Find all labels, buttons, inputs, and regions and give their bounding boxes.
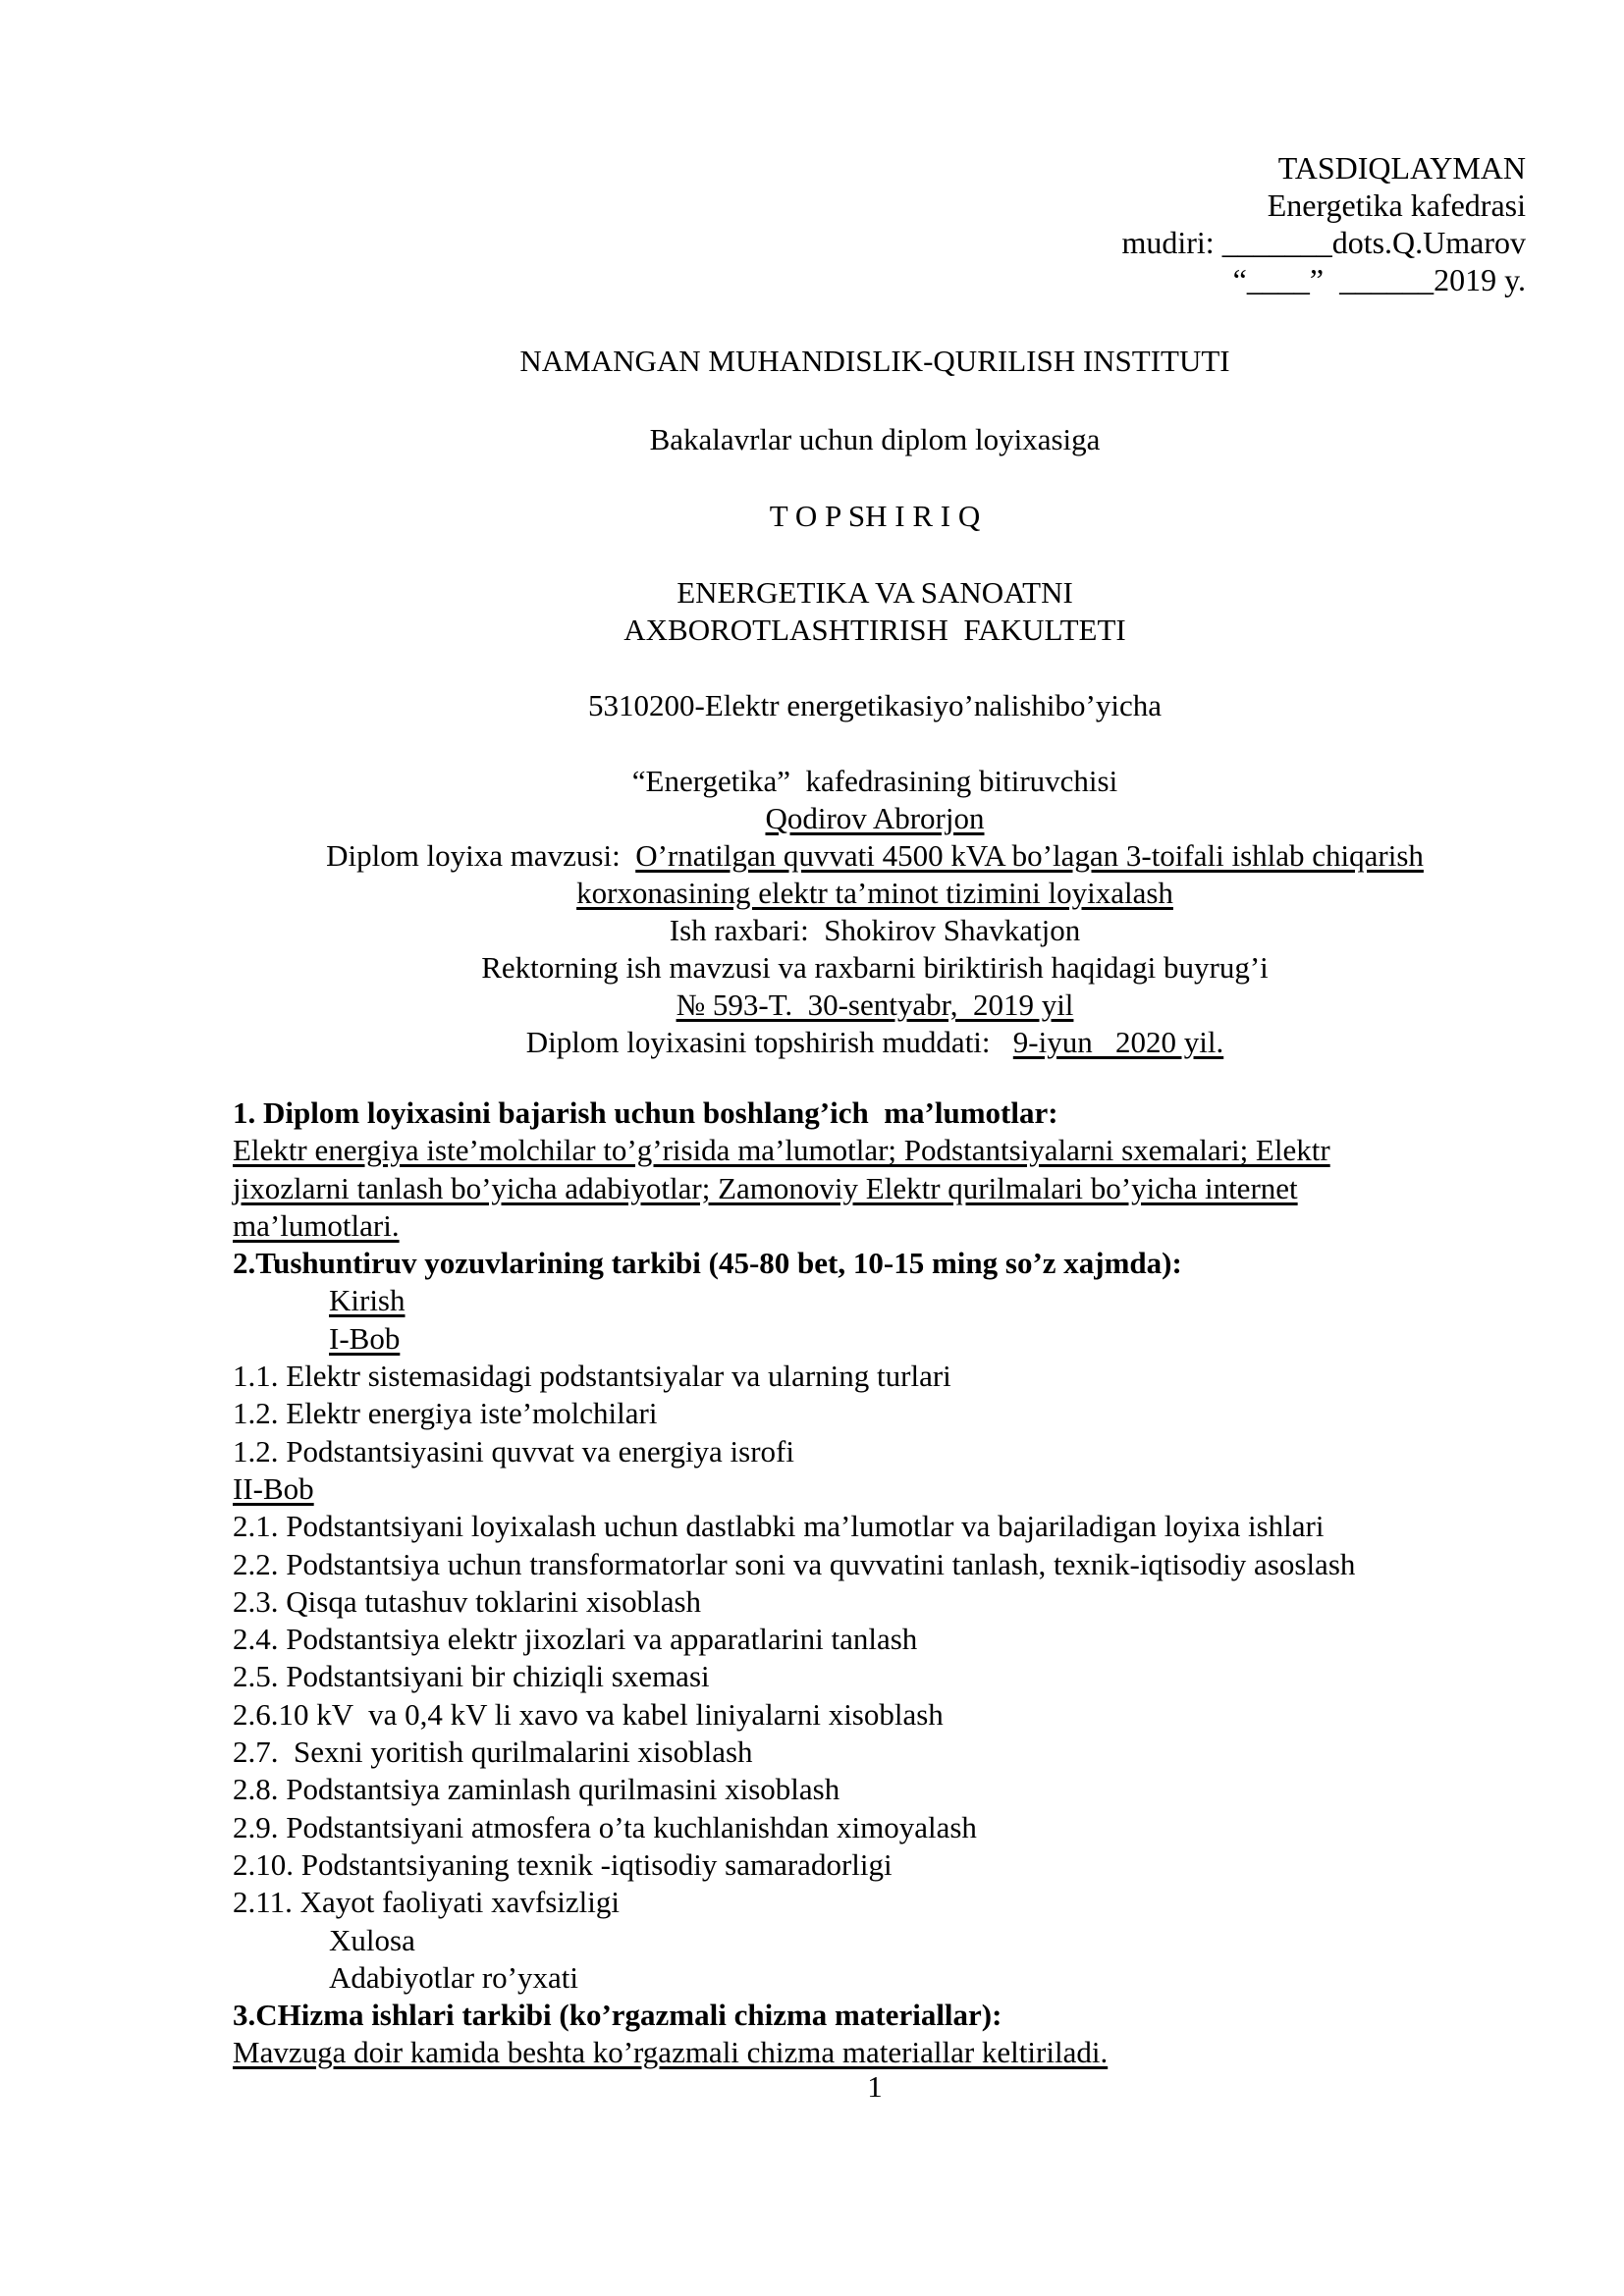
section3-line: Mavzuga doir kamida beshta ko’rgazmali chizma materiallar keltiriladi. bbox=[233, 2035, 1109, 2070]
section1-line-1: Elektr energiya iste’molchilar to’g’risida ma’lumotlar; Podstantsiyalarni sxemalari; Elektr bbox=[233, 1133, 1330, 1168]
topic-label: Diplom loyixa mavzusi: bbox=[326, 838, 636, 873]
order-label: Rektorning ish mavzusi va raxbarni biriktirish haqidagi buyrug’i bbox=[481, 950, 1269, 985]
faculty-block bbox=[0, 574, 1624, 649]
section2-conclusion: Xulosa bbox=[329, 1922, 415, 1957]
list-item: 1.1. Elektr sistemasidagi podstantsiyalar va ularning turlari bbox=[233, 1359, 951, 1394]
list-item: 2.11. Xayot faoliyati xavfsizligi bbox=[233, 1885, 621, 1920]
student-name: Qodirov Abrorjon bbox=[765, 801, 985, 835]
purpose-line: Bakalavrlar uchun diplom loyixasiga bbox=[649, 422, 1101, 456]
assignment-info bbox=[0, 763, 1624, 1061]
supervisor-line: Ish raxbari: Shokirov Shavkatjon bbox=[669, 913, 1081, 947]
graduate-label: “Energetika” kafedrasining bitiruvchisi bbox=[631, 764, 1118, 798]
list-item: 2.1. Podstantsiyani loyixalash uchun dastlabki ma’lumotlar va bajariladigan loyixa ishlari bbox=[233, 1509, 1325, 1544]
list-item: 2.4. Podstantsiya elektr jixozlari va apparatlarini tanlash bbox=[233, 1622, 918, 1657]
document-title: T O P SH I R I Q bbox=[769, 499, 981, 533]
order-number: № 593-T. 30-sentyabr, 2019 yil bbox=[676, 988, 1074, 1022]
section1-line-3: ma’lumotlari. bbox=[233, 1207, 400, 1243]
list-item: 2.7. Sexni yoritish qurilmalarini xisoblash bbox=[233, 1735, 753, 1770]
section1-heading: 1. Diplom loyixasini bajarish uchun boshlang’ich ma’lumotlar: bbox=[233, 1095, 1058, 1130]
approval-department: Energetika kafedrasi bbox=[1267, 187, 1526, 223]
list-item: 2.9. Podstantsiyani atmosfera o’ta kuchlanishdan ximoyalash bbox=[233, 1809, 977, 1844]
section1-line-2: jixozlarni tanlash bo’yicha adabiyotlar; Zamonoviy Elektr qurilmalari bo’yicha internet bbox=[233, 1170, 1298, 1205]
section2-references: Adabiyotlar ro’yxati bbox=[329, 1959, 578, 1995]
topic-line-1 bbox=[0, 837, 1624, 875]
section2-chapter2: II-Bob bbox=[233, 1470, 314, 1506]
topic-line-2: korxonasining elektr ta’minot tizimini loyixalash bbox=[576, 876, 1173, 910]
list-item: 2.10. Podstantsiyaning texnik -iqtisodiy samaradorligi bbox=[233, 1846, 893, 1882]
institute-name: NAMANGAN MUHANDISLIK-QURILISH INSTITUTI bbox=[519, 344, 1230, 378]
list-item: 2.3. Qisqa tutashuv toklarini xisoblash bbox=[233, 1583, 702, 1619]
list-item: 2.5. Podstantsiyani bir chiziqli sxemasi bbox=[233, 1659, 710, 1694]
faculty-line-2: AXBOROTLASHTIRISH FAKULTETI bbox=[623, 613, 1126, 647]
approval-block bbox=[1121, 149, 1526, 298]
list-item: 2.8. Podstantsiya zaminlash qurilmasini xisoblash bbox=[233, 1772, 840, 1807]
list-item: 2.6.10 kV va 0,4 kV li xavo va kabel liniyalarni xisoblash bbox=[233, 1696, 944, 1732]
topic-text-1: O’rnatilgan quvvati 4500 kVA bo’lagan 3-toifali ishlab chiqarish bbox=[635, 838, 1424, 873]
approval-head-line: mudiri: _______dots.Q.Umarov bbox=[1121, 225, 1526, 260]
assignment-body bbox=[233, 1095, 1539, 2072]
faculty-line-1: ENERGETIKA VA SANOATNI bbox=[677, 575, 1073, 610]
list-item: 1.2. Podstantsiyasini quvvat va energiya isrofi bbox=[233, 1433, 794, 1468]
approval-date-line: “____” ______2019 y. bbox=[1232, 262, 1526, 297]
specialty-line: 5310200-Elektr energetikasiyo’nalishibo’yicha bbox=[588, 688, 1162, 722]
section2-heading: 2.Tushuntiruv yozuvlarining tarkibi (45-80 bet, 10-15 ming so’z xajmda): bbox=[233, 1246, 1182, 1281]
section3-heading: 3.CHizma ishlari tarkibi (ko’rgazmali chizma materiallar): bbox=[233, 1998, 1002, 2033]
deadline-label: Diplom loyixasini topshirish muddati: bbox=[525, 1025, 1013, 1059]
list-item: 2.2. Podstantsiya uchun transformatorlar soni va quvvatini tanlash, texnik-iqtisodiy asoslash bbox=[233, 1546, 1356, 1581]
list-item: 1.2. Elektr energiya iste’molchilari bbox=[233, 1396, 658, 1431]
section2-chapter1: I-Bob bbox=[329, 1320, 401, 1356]
approval-title: TASDIQLAYMAN bbox=[1277, 150, 1526, 186]
section2-intro: Kirish bbox=[329, 1283, 406, 1318]
deadline-line bbox=[0, 1024, 1624, 1061]
page-number: 1 bbox=[867, 2069, 883, 2104]
deadline-value: 9-iyun 2020 yil. bbox=[1012, 1025, 1224, 1059]
